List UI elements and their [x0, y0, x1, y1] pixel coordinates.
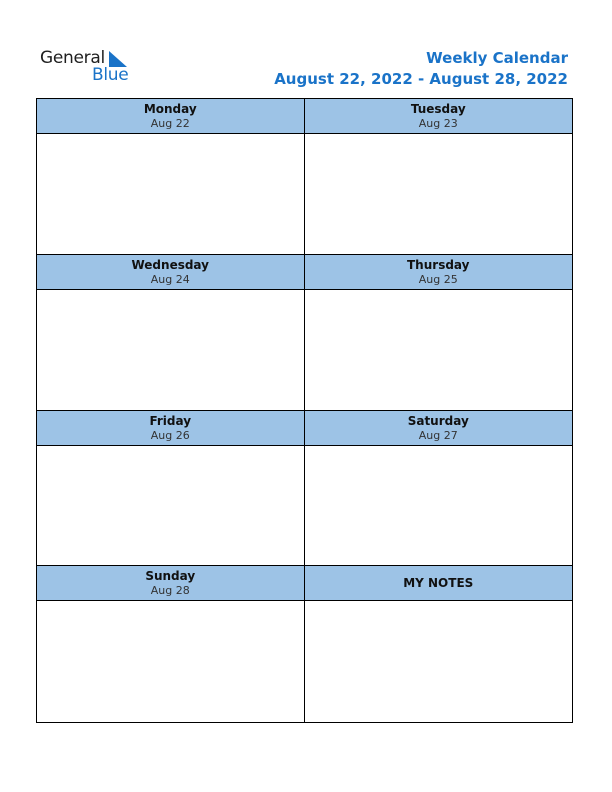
- day-body[interactable]: [305, 290, 573, 410]
- day-name: Wednesday: [131, 257, 209, 272]
- logo-blue-text: Blue: [92, 65, 129, 85]
- logo: [40, 48, 140, 88]
- day-name: Thursday: [407, 257, 470, 272]
- day-header: [37, 411, 304, 446]
- day-date: Aug 27: [418, 428, 458, 442]
- day-date: Aug 28: [150, 584, 190, 598]
- day-body[interactable]: [37, 134, 304, 254]
- day-date: Aug 24: [150, 272, 190, 286]
- day-name: Sunday: [145, 569, 196, 584]
- notes-label: MY NOTES: [403, 576, 474, 591]
- day-name: Tuesday: [410, 102, 466, 116]
- day-body[interactable]: [305, 134, 573, 254]
- day-body[interactable]: [305, 446, 573, 566]
- day-date: Aug 22: [150, 117, 190, 130]
- day-cell-monday: [37, 99, 305, 255]
- notes-body[interactable]: [305, 601, 573, 722]
- day-cell-sunday: [37, 566, 305, 722]
- weekly-calendar-grid: [36, 98, 573, 723]
- header: [274, 48, 568, 89]
- day-body[interactable]: [37, 601, 304, 722]
- day-body[interactable]: [37, 290, 304, 410]
- notes-cell: [305, 566, 573, 722]
- day-date: Aug 26: [150, 428, 190, 442]
- day-cell-friday: [37, 411, 305, 567]
- logo-general-text: General: [40, 48, 105, 68]
- page-title: Weekly Calendar: [426, 49, 568, 67]
- day-cell-wednesday: [37, 255, 305, 411]
- day-header: [37, 255, 304, 290]
- day-name: Saturday: [407, 413, 469, 428]
- day-cell-thursday: [305, 255, 573, 411]
- notes-header: [305, 566, 573, 601]
- day-header: [37, 566, 304, 601]
- day-name: Friday: [149, 413, 192, 428]
- day-cell-tuesday: [305, 99, 573, 255]
- day-name: Monday: [143, 102, 197, 116]
- day-header: [37, 99, 304, 134]
- day-date: Aug 25: [418, 272, 458, 286]
- date-range: August 22, 2022 - August 28, 2022: [274, 70, 568, 88]
- day-body[interactable]: [37, 446, 304, 566]
- day-cell-saturday: [305, 411, 573, 567]
- day-date: Aug 23: [418, 117, 458, 130]
- day-header: [305, 255, 573, 290]
- day-header: [305, 411, 573, 446]
- day-header: [305, 99, 573, 134]
